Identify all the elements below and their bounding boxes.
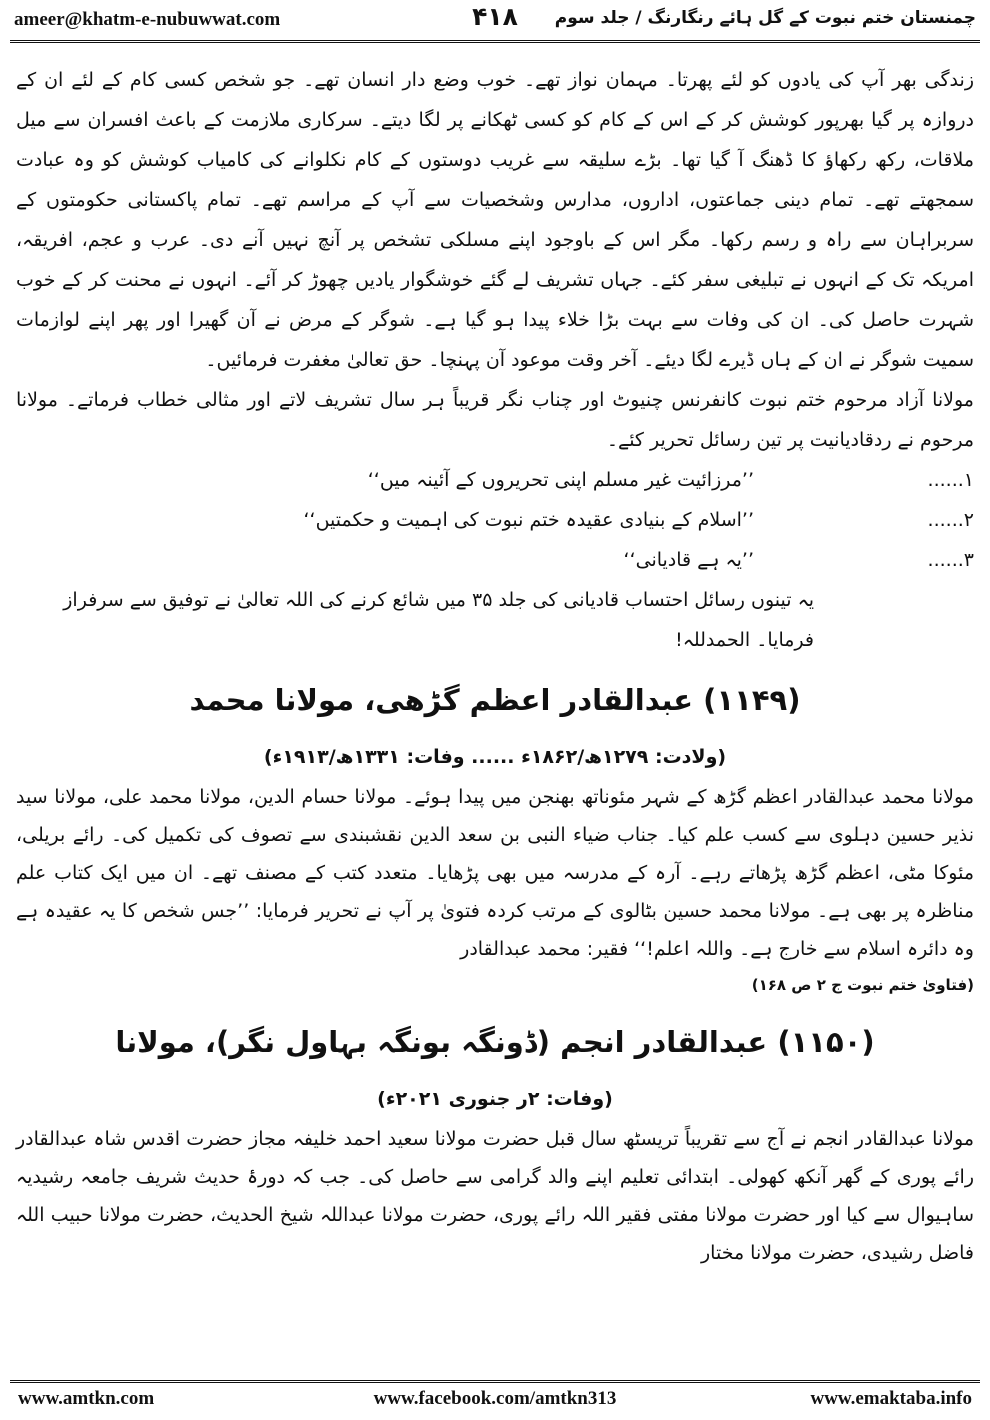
- footer-link-amtkn[interactable]: www.amtkn.com: [18, 1388, 155, 1409]
- citation-1149: (فتاویٰ ختم نبوت ج ۲ ص ۱۶۸): [751, 976, 974, 994]
- header-rule: [10, 40, 980, 43]
- list-item: [16, 500, 974, 540]
- section-heading-1150: (۱۱۵۰) عبدالقادر انجم (ڈونگہ بونگہ بہاول نگر)، مولانا: [115, 1025, 875, 1059]
- footer-link-facebook[interactable]: www.facebook.com/amtkn313: [373, 1388, 617, 1409]
- list-item-number: ۳......: [927, 549, 974, 571]
- list-item-title: ’’مرزائیت غیر مسلم اپنی تحریروں کے آئینہ میں‘‘: [367, 469, 754, 491]
- page-footer: [0, 1380, 990, 1420]
- header-email: ameer@khatm-e-nubuwwat.com: [14, 9, 281, 30]
- list-item-number: ۲......: [927, 509, 974, 531]
- paragraph-intro: زندگی بھر آپ کی یادوں کو لئے پھرتا۔ مہمان نواز تھے۔ خوب وضع دار انسان تھے۔ جو شخص کسی کام کے لئے ان کے دروازہ پر گیا بھرپور کوشش کر کے اس کے کام کو کسی ٹھکانے پر لگا دیتے۔ سرکاری ملازمت کے باعث افسران سے میل ملاقات، رکھ رکھاؤ کا ڈھنگ آ گیا تھا۔ بڑے سلیقہ سے غریب دوستوں کے کام نکلوانے کی کامیاب کوشش کو وہ عبادت سمجھتے تھے۔ تمام دینی جماعتوں، اداروں، مدارس وشخصیات سے آپ کے مراسم تھے۔ تمام پاکستانی حکومتوں کے سربراہان سے راہ و رسم رکھا۔ مگر اس کے باوجود اپنے مسلکی تشخص پر آنچ نہیں آنے دی۔ عرب و عجم، افریقہ، امریکہ تک کے انہوں نے تبلیغی سفر کئے۔ جہاں تشریف لے گئے خوشگوار یادیں چھوڑ کر آئے۔ انہوں نے محنت کر کے خوب شہرت حاصل کی۔ ان کی وفات سے بہت بڑا خلاء پیدا ہو گیا ہے۔ شوگر کے مرض نے آن گھیرا اور پھر اپنے لوازمات سمیت شوگر نے ان کے ہاں ڈیرے لگا دیئے۔ آخر وقت موعود آن پہنچا۔ حق تعالیٰ مغفرت فرمائیں۔: [16, 69, 974, 371]
- footer-link-emaktaba[interactable]: www.emaktaba.info: [810, 1388, 972, 1409]
- page-header: [0, 0, 990, 40]
- section-dates-1149: (ولادت: ۱۲۷۹ھ/۱۸۶۲ء ...... وفات: ۱۳۳۱ھ/۱۹۱۳ء): [263, 746, 727, 768]
- list-item-title: ’’یہ ہے قادیانی‘‘: [623, 549, 754, 571]
- book-title: چمنستان ختم نبوت کے گل ہائے رنگارنگ / جلد سوم: [554, 8, 976, 28]
- list-item-number: ۱......: [927, 469, 974, 491]
- list-item-title: ’’اسلام کے بنیادی عقیدہ ختم نبوت کی اہمیت و حکمتیں‘‘: [303, 509, 754, 531]
- paragraph-1149: مولانا محمد عبدالقادر اعظم گڑھ کے شہر مئوناتھ بھنجن میں پیدا ہوئے۔ مولانا حسام الدین، مولانا محمد علی، مولانا سید نذیر حسین دہلوی سے کسب علم کیا۔ جناب ضیاء النبی بن سعد الدین نقشبندی سے تصوف کی تکمیل کی۔ رائے بریلی، مئوکا مٹی، اعظم گڑھ پڑھاتے رہے۔ آرہ کے مدرسہ میں بھی پڑھایا۔ متعدد کتب کے مصنف تھے۔ ان میں ایک کتاب علم مناظرہ پر بھی ہے۔ مولانا محمد حسین بٹالوی کے مرتب کردہ فتویٰ پر آپ نے تحریر فرمایا: ’’جس شخص کا یہ عقیدہ ہے وہ دائرہ اسلام سے خارج ہے۔ واللہ اعلم!‘‘ فقیر: محمد عبدالقادر: [16, 786, 974, 960]
- list-item: [16, 460, 974, 500]
- section-dates-1150: (وفات: ۲ر جنوری ۲۰۲۱ء): [377, 1088, 613, 1110]
- page-number: ۴۱۸: [472, 2, 518, 31]
- list-item: [16, 540, 974, 580]
- section-heading-1149: (۱۱۴۹) عبدالقادر اعظم گڑھی، مولانا محمد: [189, 683, 801, 717]
- paragraph-conference: مولانا آزاد مرحوم ختم نبوت کانفرنس چنیوٹ اور چناب نگر قریباً ہر سال تشریف لاتے اور مثالی خطاب فرماتے۔ مولانا مرحوم نے ردقادیانیت پر تین رسائل تحریر کئے۔: [16, 389, 974, 451]
- publication-note: یہ تینوں رسائل احتساب قادیانی کی جلد ۳۵ میں شائع کرنے کی اللہ تعالیٰ نے توفیق سے سرفراز فرمایا۔ الحمدللہ!: [63, 589, 814, 651]
- page-body: [16, 60, 974, 1272]
- treatise-list: [16, 460, 974, 580]
- paragraph-1150: مولانا عبدالقادر انجم نے آج سے تقریباً تریسٹھ سال قبل حضرت مولانا سعید احمد خلیفہ مجاز حضرت اقدس شاہ عبدالقادر رائے پوری کے گھر آنکھ کھولی۔ ابتدائی تعلیم اپنے والد گرامی سے حاصل کی۔ جب کہ دورۂ حدیث شریف جامعہ رشیدیہ ساہیوال سے کیا اور حضرت مولانا مفتی فقیر اللہ رائے پوری، حضرت مولانا عبداللہ شیخ الحدیث، حضرت مولانا حبیب اللہ فاضل رشیدی، حضرت مولانا مختار: [16, 1128, 974, 1264]
